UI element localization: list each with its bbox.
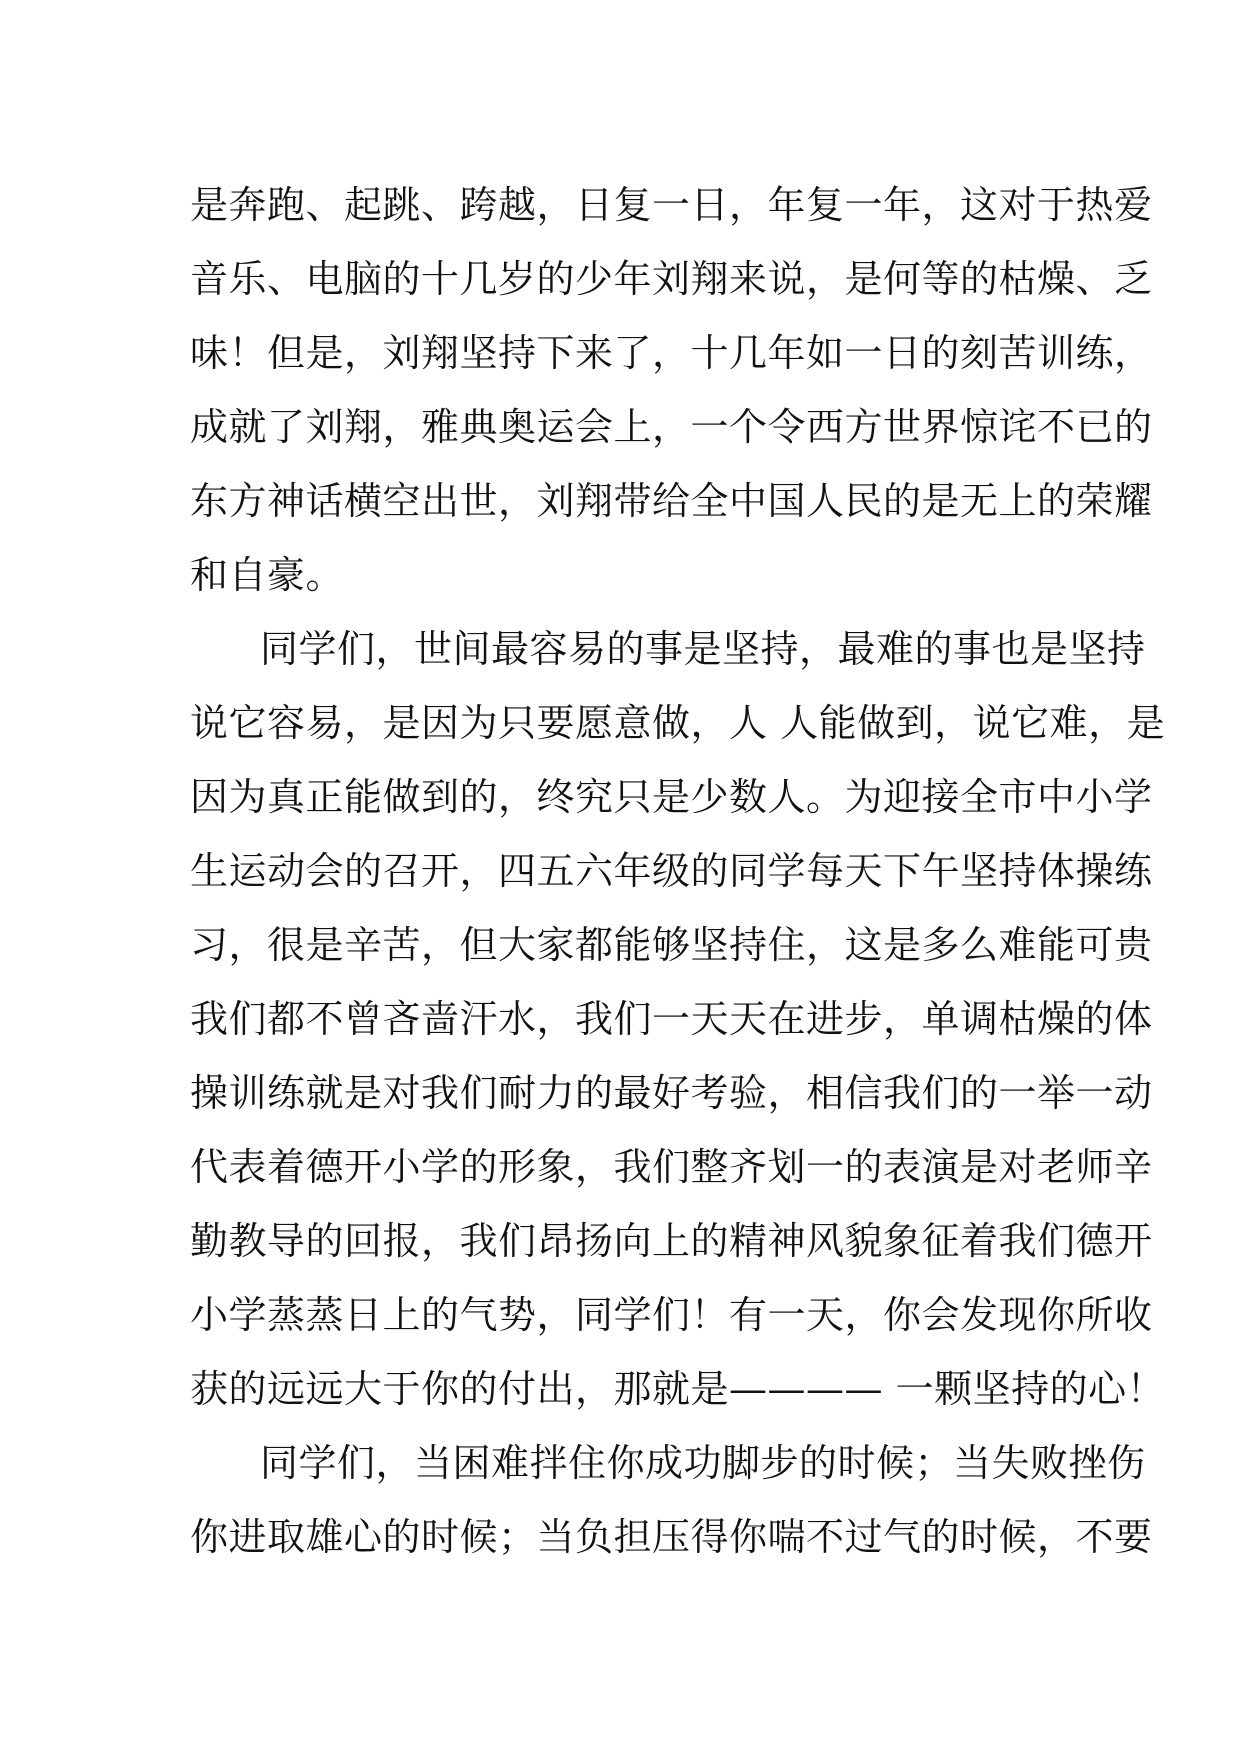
paragraph-start-line: 同学们，世间最容易的事是坚持，最难的事也是坚持 bbox=[260, 627, 1146, 671]
text-line: 你进取雄心的时候；当负担压得你喘不过气的时候，不要 bbox=[190, 1515, 1153, 1559]
text-line: 获的远远大于你的付出，那就是———— 一颗坚持的心！ bbox=[190, 1367, 1166, 1411]
text-line: 代表着德开小学的形象，我们整齐划一的表演是对老师辛 bbox=[190, 1145, 1153, 1189]
text-line: 音乐、电脑的十几岁的少年刘翔来说，是何等的枯燥、乏 bbox=[190, 257, 1153, 301]
text-line: 我们都不曾吝啬汗水，我们一天天在进步，单调枯燥的体 bbox=[190, 997, 1153, 1041]
text-line: 和自豪。 bbox=[190, 553, 345, 597]
paragraph-start-line: 同学们，当困难拌住你成功脚步的时候；当失败挫伤 bbox=[260, 1441, 1146, 1485]
text-line: 因为真正能做到的，终究只是少数人。为迎接全市中小学 bbox=[190, 775, 1153, 819]
text-line: 勤教导的回报，我们昂扬向上的精神风貌象征着我们德开 bbox=[190, 1219, 1153, 1263]
text-line: 操训练就是对我们耐力的最好考验，相信我们的一举一动 bbox=[190, 1071, 1153, 1115]
text-line: 成就了刘翔，雅典奥运会上，一个令西方世界惊诧不已的 bbox=[190, 405, 1153, 449]
text-line: 是奔跑、起跳、跨越，日复一日，年复一年，这对于热爱 bbox=[190, 183, 1153, 227]
text-line: 东方神话横空出世，刘翔带给全中国人民的是无上的荣耀 bbox=[190, 479, 1153, 523]
text-line: 习，很是辛苦，但大家都能够坚持住，这是多么难能可贵 bbox=[190, 923, 1153, 967]
text-line: 味！但是，刘翔坚持下来了，十几年如一日的刻苦训练， bbox=[190, 331, 1153, 375]
text-line: 小学蒸蒸日上的气势，同学们！有一天，你会发现你所收 bbox=[190, 1293, 1153, 1337]
text-line: 生运动会的召开，四五六年级的同学每天下午坚持体操练 bbox=[190, 849, 1153, 893]
text-line: 说它容易，是因为只要愿意做，人 人能做到，说它难，是 bbox=[190, 701, 1166, 745]
body-text bbox=[190, 168, 1166, 1574]
